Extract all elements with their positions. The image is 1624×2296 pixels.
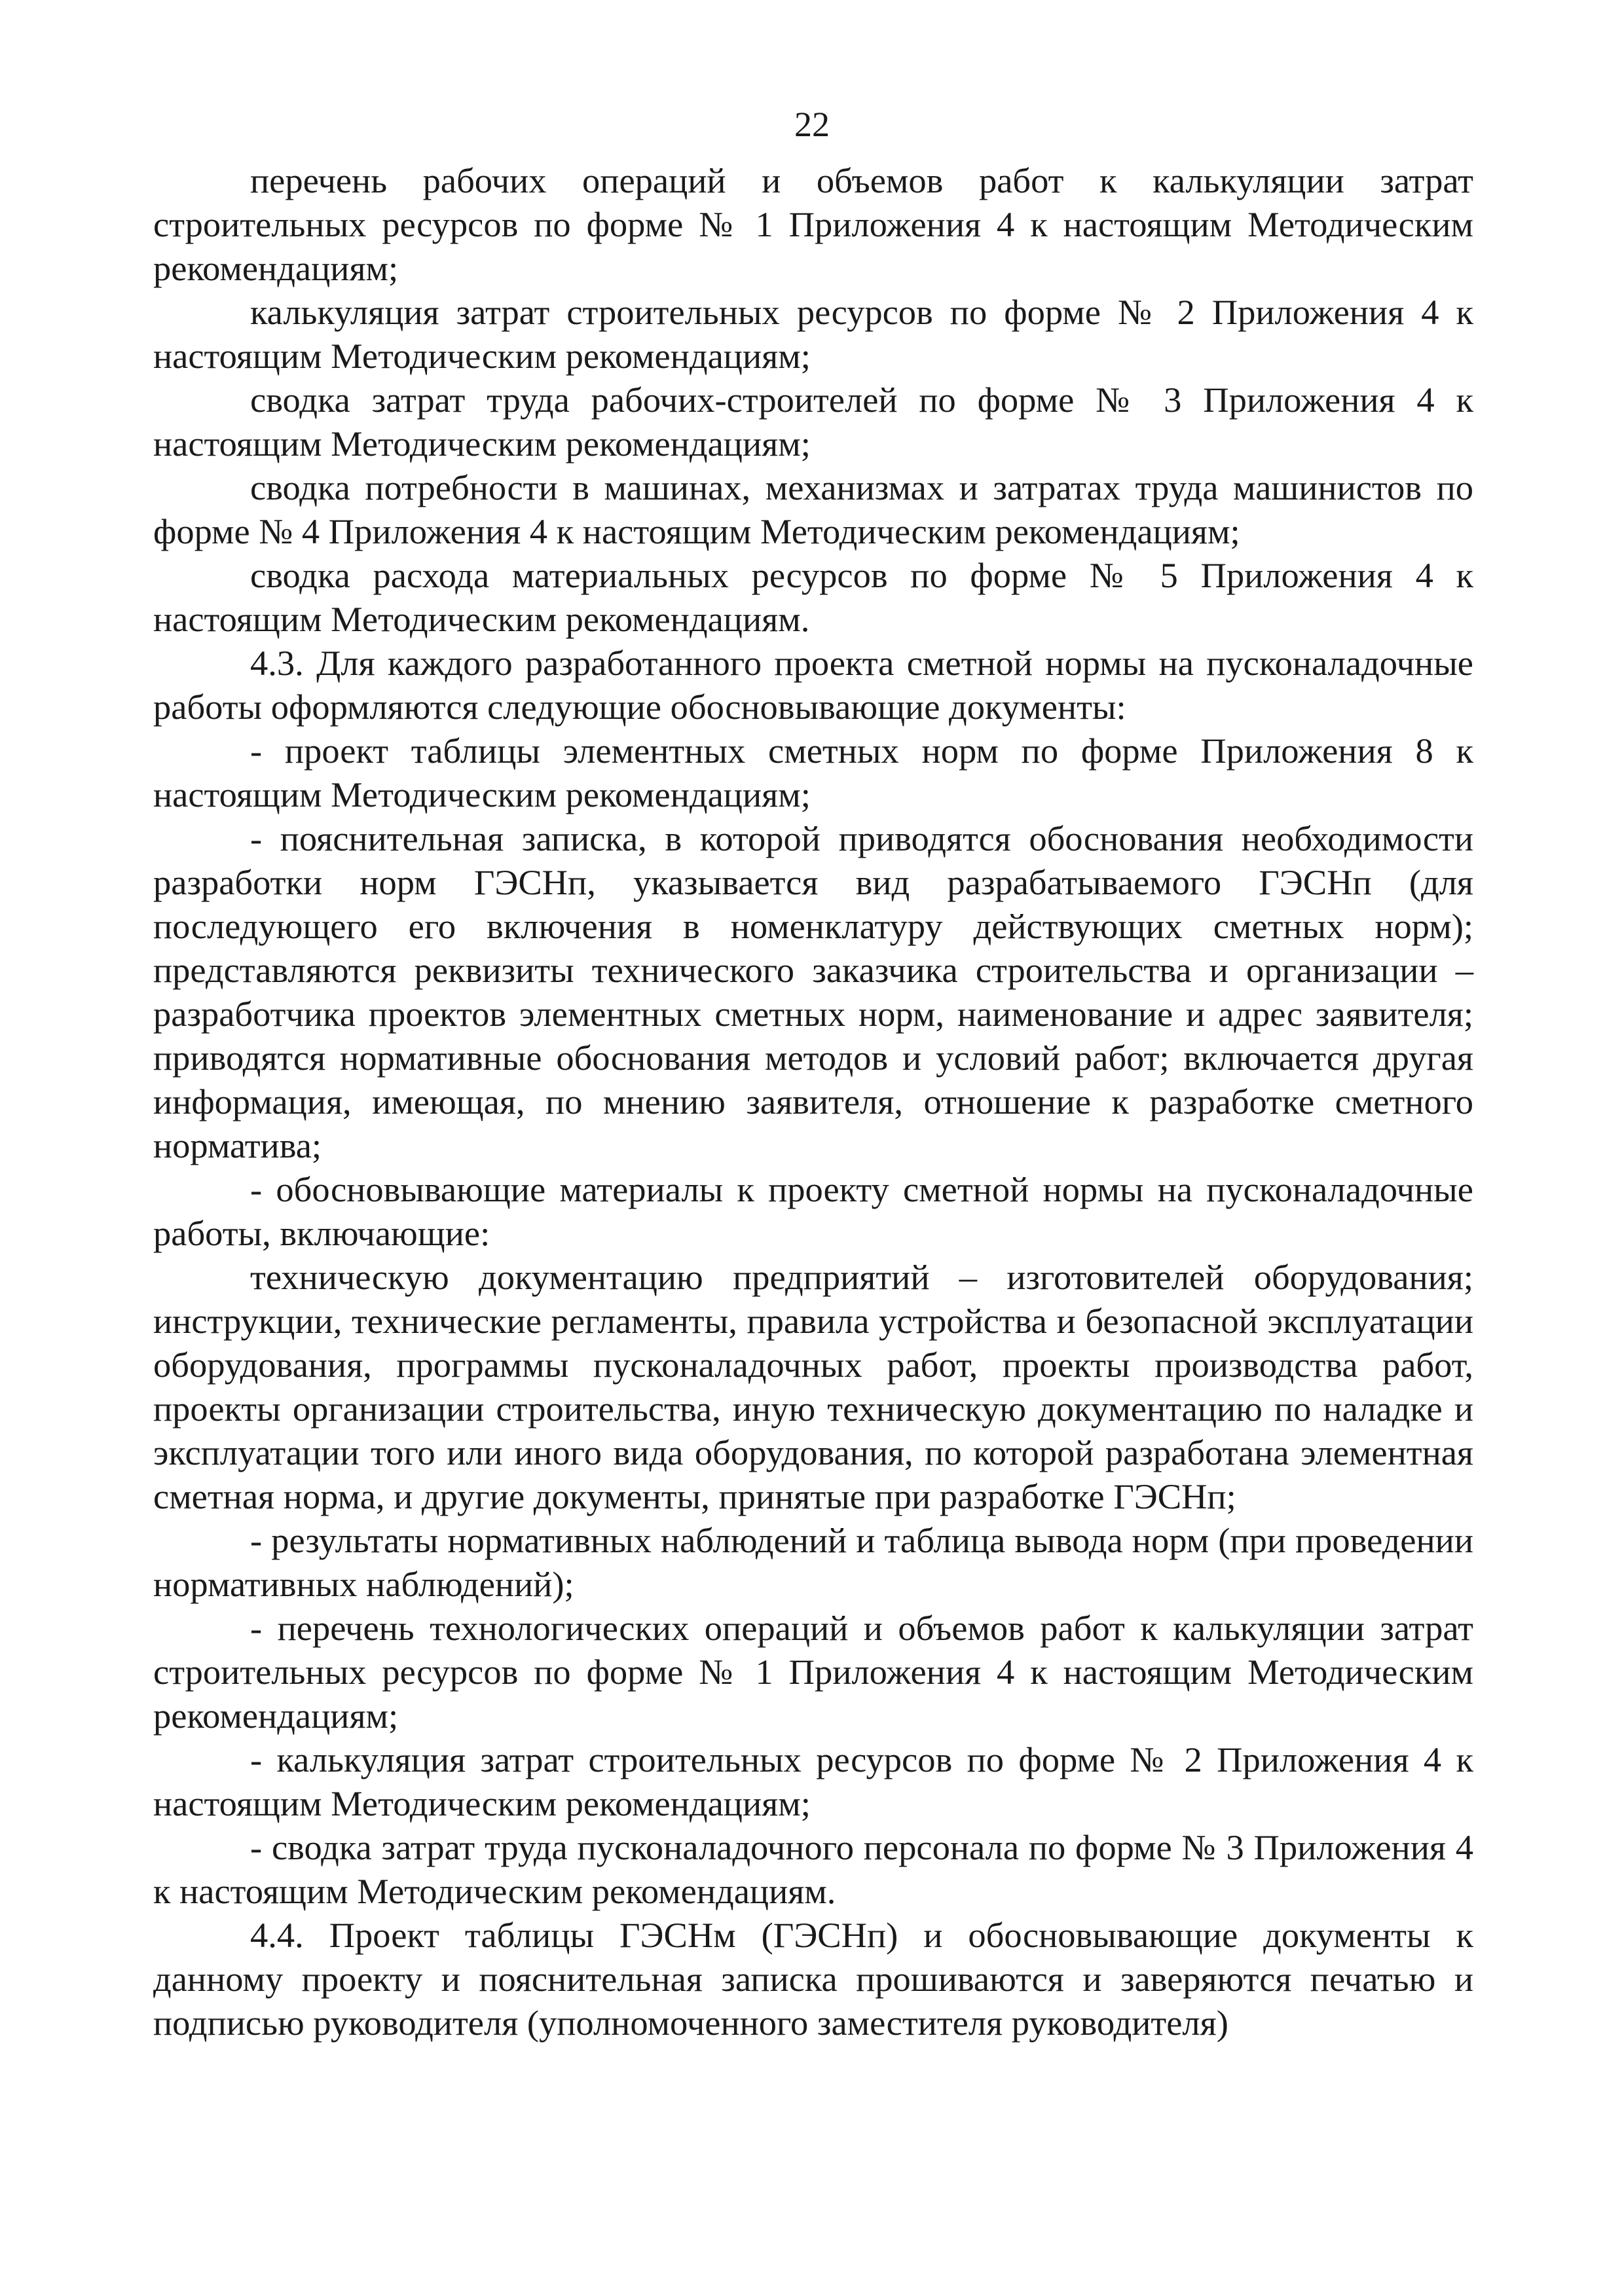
paragraph: сводка расхода материальных ресурсов по форме № 5 Приложения 4 к настоящим Методическим рекомендациям. (153, 555, 1473, 639)
paragraph: калькуляция затрат строительных ресурсов по форме № 2 Приложения 4 к настоящим Методическим рекомендациям; (153, 292, 1473, 376)
section-4-4-paragraph: 4.4. Проект таблицы ГЭСНм (ГЭСНп) и обосновывающие документы к данному проекту и пояснительная записка прошиваются и заверяются печатью и подписью руководителя (уполномоченного заместителя руководителя) (153, 1915, 1473, 2043)
list-item: - калькуляция затрат строительных ресурсов по форме № 2 Приложения 4 к настоящим Методическим рекомендациям; (153, 1740, 1473, 1823)
page-number: 22 (794, 105, 830, 144)
list-item: - перечень технологических операций и объемов работ к калькуляции затрат строительных ресурсов по форме № 1 Приложения 4 к настоящим Методическим рекомендациям; (153, 1608, 1473, 1736)
list-item: - сводка затрат труда пусконаладочного персонала по форме № 3 Приложения 4 к настоящим Методическим рекомендациям. (153, 1827, 1473, 1911)
list-item: - результаты нормативных наблюдений и таблица вывода норм (при проведении нормативных наблюдений); (153, 1520, 1473, 1604)
paragraph: сводка потребности в машинах, механизмах и затратах труда машинистов по форме № 4 Приложения 4 к настоящим Методическим рекомендациям; (153, 467, 1473, 551)
paragraph: перечень рабочих операций и объемов работ к калькуляции затрат строительных ресурсов по форме № 1 Приложения 4 к настоящим Методическим рекомендациям; (153, 160, 1473, 288)
section-4-3-paragraph: 4.3. Для каждого разработанного проекта сметной нормы на пусконаладочные работы оформляются следующие обосновывающие документы: (153, 643, 1473, 727)
paragraph: техническую документацию предприятий – изготовителей оборудования; инструкции, технические регламенты, правила устройства и безопасной эксплуатации оборудования, программы пусконаладочных работ, проекты производства работ, проекты организации строительства, иную техническую документацию по наладке и эксплуатации того или иного вида оборудования, по которой разработана элементная сметная норма, и другие документы, принятые при разработке ГЭСНп; (153, 1257, 1473, 1516)
document-body (153, 158, 1473, 2045)
list-item: - проект таблицы элементных сметных норм по форме Приложения 8 к настоящим Методическим рекомендациям; (153, 731, 1473, 814)
list-item: - обосновывающие материалы к проекту сметной нормы на пусконаладочные работы, включающие: (153, 1169, 1473, 1253)
list-item: - пояснительная записка, в которой приводятся обоснования необходимости разработки норм ГЭСНп, указывается вид разрабатываемого ГЭСНп (для последующего его включения в номенклатуру действующих сметных норм); представляются реквизиты технического заказчика строительства и организации – разработчика проектов элементных сметных норм, наименование и адрес заявителя; приводятся нормативные обоснования методов и условий работ; включается другая информация, имеющая, по мнению заявителя, отношение к разработке сметного норматива; (153, 818, 1473, 1165)
paragraph: сводка затрат труда рабочих-строителей по форме № 3 Приложения 4 к настоящим Методическим рекомендациям; (153, 380, 1473, 464)
